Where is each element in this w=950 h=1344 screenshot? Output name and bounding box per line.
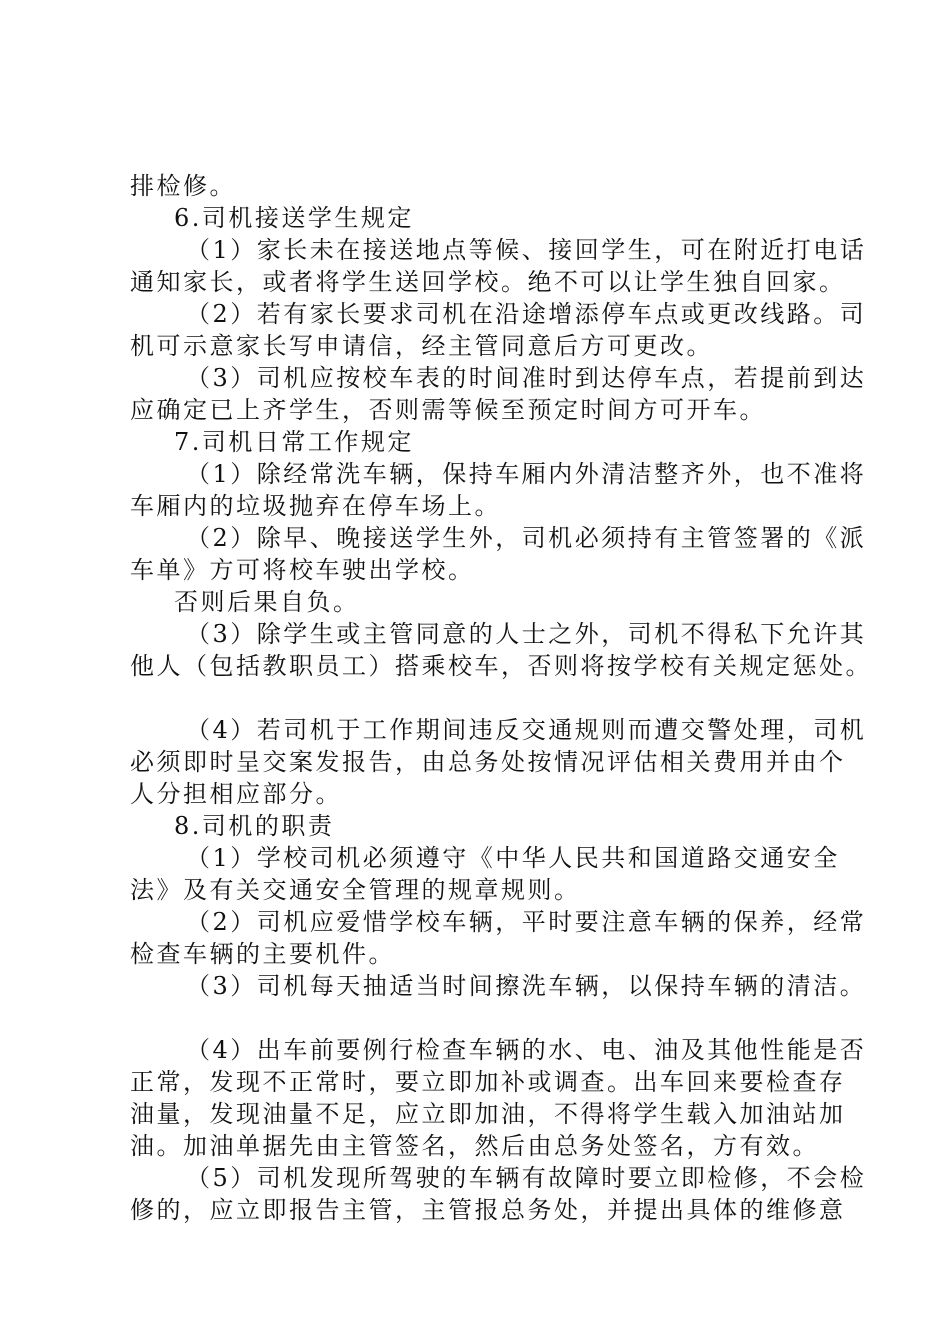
text-line: 他人（包括教职员工）搭乘校车，否则将按学校有关规定惩处。: [130, 652, 872, 680]
text-line: 正常，发现不正常时，要立即加补或调查。出车回来要检查存: [130, 1068, 846, 1096]
section-heading: 7.司机日常工作规定: [174, 428, 414, 456]
text-line: （1）家长未在接送地点等候、接回学生，可在附近打电话: [186, 236, 867, 264]
text-line: （2）若有家长要求司机在沿途增添停车点或更改线路。司: [186, 300, 867, 328]
blank-line: [130, 1002, 836, 1034]
text-line: 必须即时呈交案发报告，由总务处按情况评估相关费用并由个: [130, 748, 846, 776]
text-line: 排检修。: [130, 172, 236, 200]
text-line: （3）司机每天抽适当时间擦洗车辆，以保持车辆的清洁。: [186, 972, 867, 1000]
text-line: 人分担相应部分。: [130, 780, 342, 808]
text-line: 检查车辆的主要机件。: [130, 940, 395, 968]
text-line: （3）司机应按校车表的时间准时到达停车点，若提前到达: [186, 364, 867, 392]
text-line: （1）除经常洗车辆，保持车厢内外清洁整齐外，也不准将: [186, 460, 867, 488]
text-line: 车厢内的垃圾抛弃在停车场上。: [130, 492, 501, 520]
text-line: （4）若司机于工作期间违反交通规则而遭交警处理，司机: [186, 716, 867, 744]
text-line: 否则后果自负。: [174, 588, 360, 616]
text-line: （4）出车前要例行检查车辆的水、电、油及其他性能是否: [186, 1036, 867, 1064]
text-line: 修的，应立即报告主管，主管报总务处，并提出具体的维修意: [130, 1196, 846, 1224]
text-line: （3）除学生或主管同意的人士之外，司机不得私下允许其: [186, 620, 867, 648]
text-line: 油。加油单据先由主管签名，然后由总务处签名，方有效。: [130, 1132, 819, 1160]
section-heading: 8.司机的职责: [174, 812, 335, 840]
text-line: （2）司机应爱惜学校车辆，平时要注意车辆的保养，经常: [186, 908, 867, 936]
text-line: 通知家长，或者将学生送回学校。绝不可以让学生独自回家。: [130, 268, 846, 296]
text-line: 车单》方可将校车驶出学校。: [130, 556, 475, 584]
text-line: 机可示意家长写申请信，经主管同意后方可更改。: [130, 332, 713, 360]
blank-line: [130, 682, 836, 714]
text-line: 油量，发现油量不足，应立即加油，不得将学生载入加油站加: [130, 1100, 846, 1128]
text-line: （2）除早、晚接送学生外，司机必须持有主管签署的《派: [186, 524, 867, 552]
text-line: 应确定已上齐学生，否则需等候至预定时间方可开车。: [130, 396, 766, 424]
document-body: [130, 170, 872, 1226]
section-heading: 6.司机接送学生规定: [174, 204, 414, 232]
text-line: 法》及有关交通安全管理的规章规则。: [130, 876, 581, 904]
text-line: （5）司机发现所驾驶的车辆有故障时要立即检修，不会检: [186, 1164, 867, 1192]
text-line: （1）学校司机必须遵守《中华人民共和国道路交通安全: [186, 844, 840, 872]
